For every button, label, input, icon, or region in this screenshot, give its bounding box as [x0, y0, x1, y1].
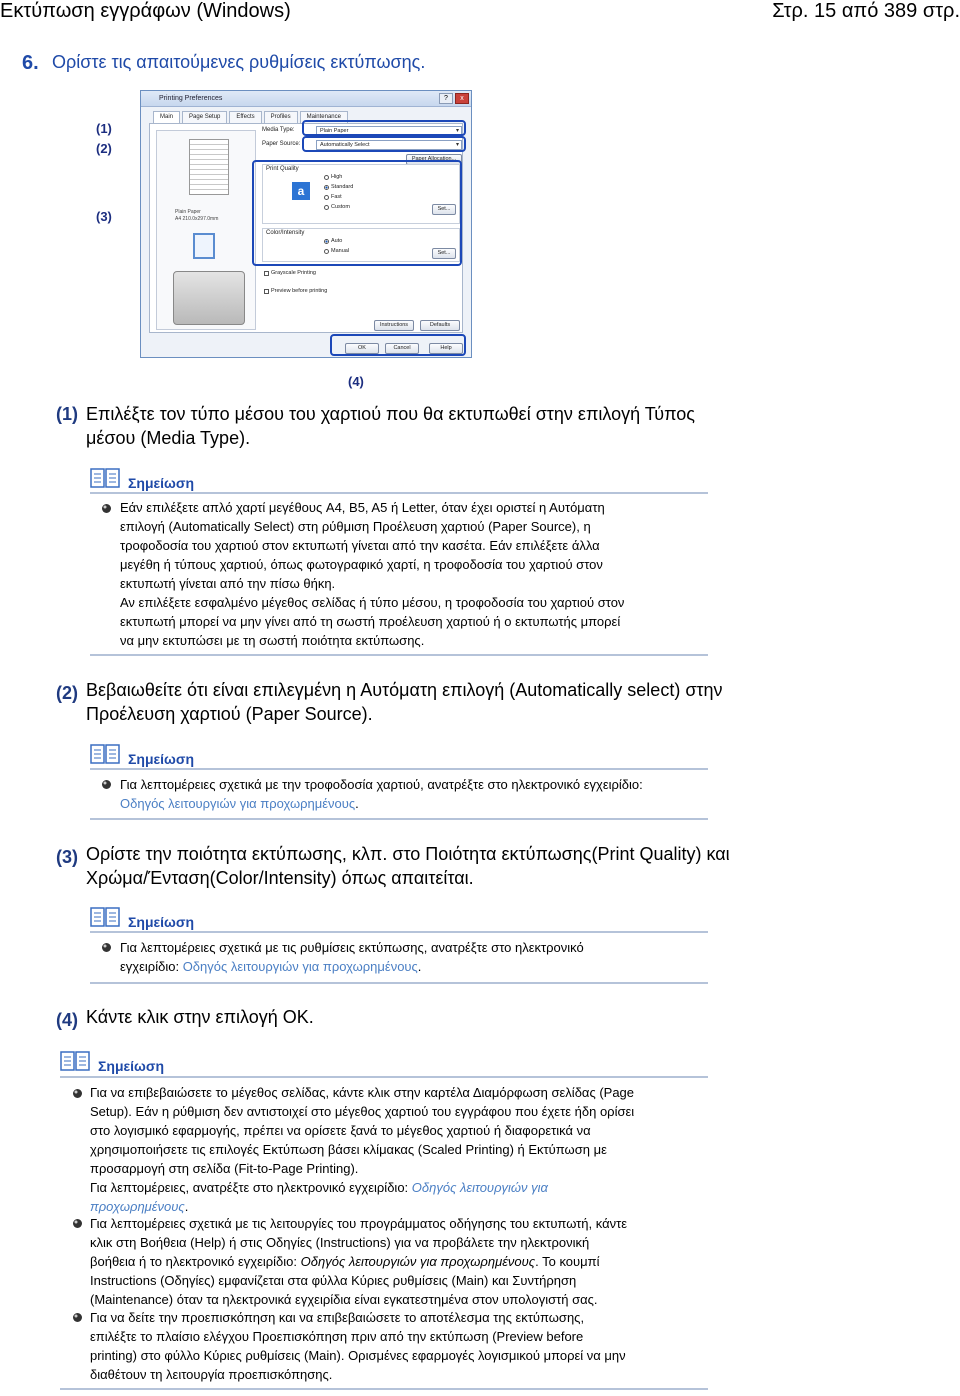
- bullet-icon: [72, 1088, 83, 1099]
- note-2-heading: Σημείωση: [128, 751, 195, 767]
- item-3-number: (3): [56, 847, 78, 867]
- tab-effects[interactable]: Effects: [229, 111, 261, 123]
- item-2-number: (2): [56, 683, 78, 703]
- note-book-icon: [90, 743, 120, 765]
- color-intensity-label: Color/Intensity: [266, 230, 305, 236]
- quality-standard-radio[interactable]: Standard: [324, 184, 353, 190]
- step-number: 6.: [22, 52, 39, 74]
- note-3-top-rule: [90, 931, 708, 933]
- note-4-bottom-rule: [60, 1388, 708, 1390]
- item-2-line2: Προέλευση χαρτιού (Paper Source).: [86, 704, 373, 724]
- tab-main[interactable]: Main: [153, 111, 180, 123]
- bullet-icon: [101, 942, 112, 953]
- close-button[interactable]: x: [455, 93, 469, 104]
- note-4-bullet-2: Για λεπτομέρειες σχετικά με τις λειτουργίες του προγράμματος οδήγησης του εκτυπωτή, κάντε κλικ στη Βοήθεια (Help) ή στις Οδηγίες (Instructions) για να προβάλετε την ηλεκτρονική βοήθεια ή το ηλεκτρονικό εγχειρίδιο: Οδηγός λειτουργιών για προχωρημένους. Το κουμπί Instructions (Οδηγίες) εμφανίζεται στα φύλλα Κύριες ρυθμίσεις (Main) και Συντήρηση (Maintenance) όταν τα ηλεκτρονικά εγχειρίδια είναι εγκατεστημένα στον υπολογιστή σας.: [90, 1216, 628, 1307]
- cancel-button[interactable]: Cancel: [385, 343, 419, 354]
- note-book-icon: [60, 1050, 90, 1072]
- quality-high-radio[interactable]: High: [324, 174, 342, 180]
- quality-preview-icon: a: [292, 182, 310, 200]
- preview-size: A4 210.0x297.0mm: [175, 216, 219, 222]
- note-2-top-rule: [90, 768, 708, 770]
- note-3-heading: Σημείωση: [128, 914, 195, 930]
- note-1-heading: Σημείωση: [128, 475, 195, 491]
- note-1-top-rule: [90, 492, 708, 494]
- paper-icon: [193, 233, 215, 259]
- tab-maintenance[interactable]: Maintenance: [300, 111, 348, 123]
- callout-3: (3): [96, 209, 112, 224]
- instructions-button[interactable]: Instructions: [374, 320, 414, 331]
- dialog-title: Printing Preferences: [141, 91, 471, 107]
- grayscale-checkbox[interactable]: Grayscale Printing: [264, 270, 316, 276]
- note-book-icon: [90, 906, 120, 928]
- preview-before-printing-checkbox[interactable]: Preview before printing: [264, 288, 327, 294]
- paper-source-label: Paper Source:: [262, 141, 301, 147]
- note-book-icon: [90, 467, 120, 489]
- note-2-body: Για λεπτομέρειες σχετικά με την τροφοδοσία χαρτιού, ανατρέξτε στο ηλεκτρονικό εγχειρίδιο: Οδηγός λειτουργιών για προχωρημένους.: [120, 777, 643, 811]
- advanced-guide-link-cont[interactable]: προχωρημένους: [90, 1199, 185, 1214]
- highlight-ok: [330, 334, 466, 356]
- callout-1: (1): [96, 121, 112, 136]
- paper-source-select[interactable]: Automatically Select ▾: [316, 140, 462, 150]
- print-quality-label: Print Quality: [266, 166, 299, 172]
- note-1-body: Εάν επιλέξετε απλό χαρτί μεγέθους A4, B5, A5 ή Letter, όταν έχει οριστεί η Αυτόματη επιλογή (Automatically Select) στη ρύθμιση Προέλευση χαρτιού (Paper Source), η τροφοδοσία του χαρτιού στον εκτυπωτή γίνεται από την κασέτα. Εάν επιλέξετε άλλα μεγέθη ή τύπους χαρτιού, όπως φωτογραφικό χαρτί, η τροφοδοσία του χαρτιού στον εκτυπωτή γίνεται από την πίσω θήκη. Αν επιλέξετε εσφαλμένο μέγεθος σελίδας ή τύπο μέσου, η τροφοδοσία του χαρτιού στον εκτυπωτή μπορεί να μην γίνει από τη σωστή προέλευση χαρτιού ή ο εκτυπωτής μπορεί να μην εκτυπώσει με τη σωστή ποιότητα εκτύπωσης.: [120, 500, 625, 648]
- note-4-bullet-1: Για να επιβεβαιώσετε το μέγεθος σελίδας, κάντε κλικ στην καρτέλα Διαμόρφωση σελίδας (Page Setup). Εάν η ρύθμιση δεν αντιστοιχεί στο μέγεθος χαρτιού του εγγράφου που έχετε ήδη ορίσει στο λογισμικό εφαρμογής, πρέπει να ορίσετε ξανά το μέγεθος χαρτιού ή διαφορετικά να χρησιμοποιήσετε τις επιλογές Εκτύπωση βάσει κλίμακας (Scaled Printing) ή Εκτύπωση με προσαρμογή στη σελίδα (Fit-to-Page Printing). Για λεπτομέρειες, ανατρέξτε στο ηλεκτρονικό εγχειρίδιο: Οδηγός λειτουργιών για προχωρημένους.: [90, 1085, 635, 1214]
- printer-icon: [173, 271, 245, 325]
- preview-media: Plain Paper: [175, 209, 201, 215]
- item-1-number: (1): [56, 404, 78, 424]
- note-4-top-rule: [60, 1076, 708, 1078]
- tab-page-setup[interactable]: Page Setup: [182, 111, 227, 123]
- item-4-number: (4): [56, 1010, 78, 1030]
- bullet-icon: [101, 779, 112, 790]
- item-3-line1: Ορίστε την ποιότητα εκτύπωσης, κλπ. στο Ποιότητα εκτύπωσης(Print Quality) και: [86, 844, 730, 864]
- page-indicator: Στρ. 15 από 389 στρ.: [772, 0, 960, 22]
- callout-2: (2): [96, 141, 112, 156]
- color-auto-radio[interactable]: Auto: [324, 238, 342, 244]
- bullet-icon: [72, 1312, 83, 1323]
- quality-fast-radio[interactable]: Fast: [324, 194, 342, 200]
- note-4-heading: Σημείωση: [98, 1058, 165, 1074]
- bullet-icon: [72, 1218, 83, 1229]
- advanced-guide-link[interactable]: Οδηγός λειτουργιών για: [411, 1180, 548, 1195]
- media-type-label: Media Type:: [262, 127, 295, 133]
- item-3-line2: Χρώμα/Ένταση(Color/Intensity) όπως απαιτείται.: [86, 868, 474, 888]
- color-set-button[interactable]: Set...: [432, 248, 456, 259]
- highlight-quality-color: [252, 160, 462, 266]
- advanced-guide-link[interactable]: Οδηγός λειτουργιών για προχωρημένους: [300, 1254, 536, 1269]
- highlight-media-type: [302, 120, 466, 136]
- note-4-bullet-3: Για να δείτε την προεπισκόπηση και να επιβεβαιώσετε το αποτέλεσμα της εκτύπωσης, επιλέξτε το πλαίσιο ελέγχου Προεπισκόπηση πριν από την εκτύπωση (Preview before printing) στο φύλλο Κύριες ρυθμίσεις (Main). Ορισμένες εφαρμογές λογισμικού μπορεί να μην διαθέτουν τη λειτουργία προεπισκόπησης.: [90, 1310, 626, 1382]
- note-3-body: Για λεπτομέρειες σχετικά με τις ρυθμίσεις εκτύπωσης, ανατρέξτε στο ηλεκτρονικό εγχειρίδιο: Οδηγός λειτουργιών για προχωρημένους.: [120, 940, 584, 974]
- media-type-select[interactable]: Plain Paper ▾: [316, 126, 462, 136]
- bullet-icon: [101, 503, 112, 514]
- quality-custom-radio[interactable]: Custom: [324, 204, 350, 210]
- help-title-button[interactable]: ?: [439, 93, 453, 104]
- item-2-line1: Βεβαιωθείτε ότι είναι επιλεγμένη η Αυτόματη επιλογή (Automatically select) στην: [86, 680, 723, 700]
- color-manual-radio[interactable]: Manual: [324, 248, 349, 254]
- callout-4: (4): [348, 374, 364, 389]
- note-3-bottom-rule: [90, 982, 708, 984]
- note-1-bottom-rule: [90, 654, 708, 656]
- tab-profiles[interactable]: Profiles: [264, 111, 298, 123]
- preview-pane: [156, 130, 256, 330]
- advanced-guide-link[interactable]: Οδηγός λειτουργιών για προχωρημένους: [182, 959, 418, 974]
- document-title: Εκτύπωση εγγράφων (Windows): [0, 0, 291, 22]
- note-2-bottom-rule: [90, 818, 708, 820]
- item-1-line2: μέσου (Media Type).: [86, 428, 251, 448]
- help-button[interactable]: Help: [429, 343, 463, 354]
- quality-set-button[interactable]: Set...: [432, 204, 456, 215]
- paper-allocation-button[interactable]: Paper Allocation...: [406, 154, 462, 165]
- highlight-paper-source: [302, 136, 466, 152]
- item-4-line1: Κάντε κλικ στην επιλογή OK.: [86, 1007, 314, 1027]
- step-title: Ορίστε τις απαιτούμενες ρυθμίσεις εκτύπωσης.: [52, 52, 426, 72]
- item-1-line1: Επιλέξτε τον τύπο μέσου του χαρτιού που θα εκτυπωθεί στην επιλογή Τύπος: [86, 404, 695, 424]
- ok-button[interactable]: OK: [345, 343, 379, 354]
- advanced-guide-link[interactable]: Οδηγός λειτουργιών για προχωρημένους: [120, 796, 356, 811]
- defaults-button[interactable]: Defaults: [420, 320, 460, 331]
- paper-preview: [189, 139, 229, 195]
